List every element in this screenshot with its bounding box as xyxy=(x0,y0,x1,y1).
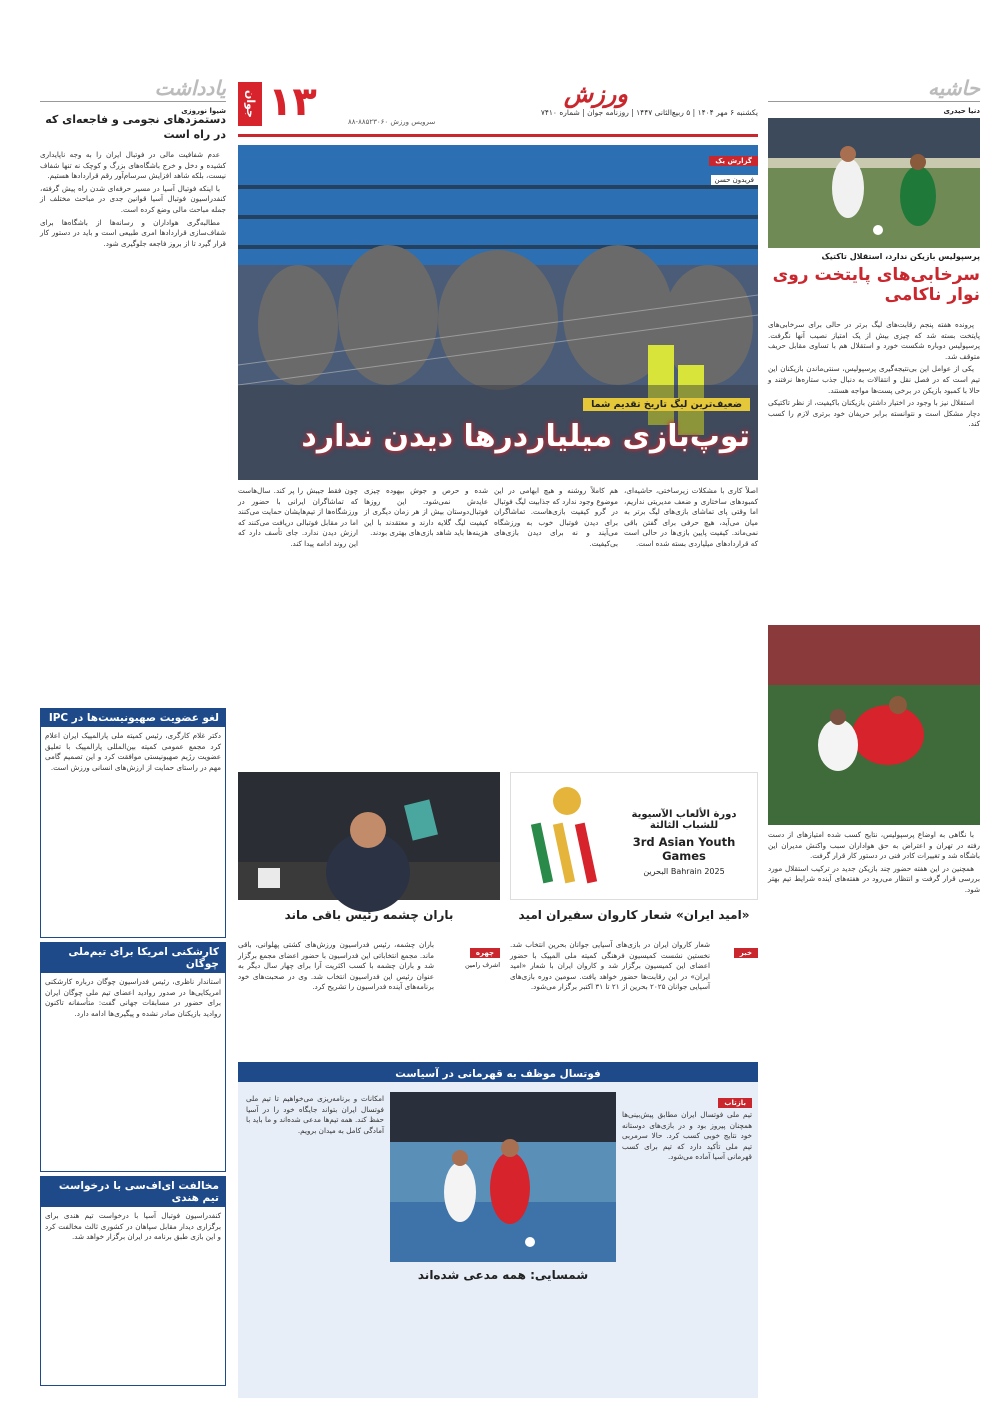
lead-headline: توپ‌بازی میلیاردرها دیدن ندارد xyxy=(301,419,750,454)
youth-body: شعار کاروان ایران در بازی‌های آسیایی جوانان بحرین انتخاب شد. نخستین نشست کمیسیون فرهنگی کمیته ملی المپیک با حضور اعضای این کمیسیون برگزار شد و کاروان ایران با شعار «امید ایران» در این رقابت‌ها حضور خواهد یافت. سومین دوره بازی‌های آسیایی جوانان ۲۰۲۵ بحرین از ۲۱ تا ۳۱ اکتبر برگزار می‌شود. xyxy=(510,940,710,992)
right-body-lower xyxy=(768,830,980,1390)
lead-column-2: هم کاملاً روشنه و هیچ ابهامی در این موضوع وجود ندارد که جذابیت لیگ فوتبال در گرو کیفیت بازی‌هاست. تماشاگران برای دیدن فوتبال خوب به ورزشگاه می‌آیند و نه برای دیدن بازی‌های بی‌کیفیت. xyxy=(494,486,618,548)
lead-reporter: فریدون حسن xyxy=(711,175,758,185)
futsal-body-left: امکانات و برنامه‌ریزی می‌خواهیم تا تیم ملی فوتسال ایران بتواند جایگاه خود را در آسیا حفظ کند. همه تیم‌ها مدعی شده‌اند و ما باید با آمادگی کامل به میدان برویم. xyxy=(246,1094,384,1135)
futsal-body-right: تیم ملی فوتسال ایران مطابق پیش‌بینی‌ها همچنان پیروز بود و در بازی‌های دوستانه خود نتایج خوبی کسب کرد. حالا سرمربی تیم ملی تأکید دارد که تیم برای کسب قهرمانی آسیا آماده می‌شود. xyxy=(622,1110,752,1162)
asian-youth-games-ad xyxy=(510,772,758,900)
lead-label: گزارش یک xyxy=(709,156,758,166)
lead-kicker-block xyxy=(430,392,750,408)
youth-headline: «امید ایران» شعار کاروان سفیران امید xyxy=(518,908,750,922)
right-body-paragraph: یکی از عوامل این بی‌نتیجه‌گیری پرسپولیس، سنتی‌ماندن بازیکنان این تیم است که در فصل نقل و انتقالات به دنبال جذب ستاره‌ها نرفتند و حالا با کمبود بازیکن در برخی پست‌ها مواجه هستند. xyxy=(768,364,980,395)
right-headline: سرخابی‌های پایتخت روی نوار ناکامی xyxy=(772,265,980,305)
futsal-headline-block xyxy=(390,1268,616,1290)
masthead xyxy=(238,76,758,132)
left-body-paragraph: با اینکه فوتبال آسیا در مسیر حرفه‌ای شدن راه‌ پیش گرفته، کنفدراسیون فوتبال آسیا قوانین جدی در مباحث مختلف از جمله مباحث مالی وضع کرده است. xyxy=(40,183,226,214)
futsal-banner-text: فوتسال موظف به قهرمانی در آسیاست xyxy=(395,1068,601,1080)
left-headline-block xyxy=(40,112,226,146)
right-body-paragraph: با نگاهی به اوضاع پرسپولیس، نتایج کسب شده امتیازهای از دست رفته در تهران و اعتراض به حق هواداران سبب واکنش مدیران این باشگاه شد و تغییرات کادر فنی در دستور کار قرار گرفت. xyxy=(768,830,980,861)
page-number: ۱۳ xyxy=(268,79,317,125)
right-body-paragraph: استقلال نیز با وجود در اختیار داشتن بازیکنان باکیفیت، از نظر تاکتیکی دچار مشکل است و نتوانسته برابر حریفان خود برتری لازم را کسب کند. xyxy=(768,398,980,429)
baran-headline: باران چشمه رئیس باقی ماند xyxy=(284,908,454,922)
right-column-header-word: حاشیه xyxy=(928,76,980,100)
left-column-author: شیوا نوروزی xyxy=(181,107,226,115)
lead-label-block xyxy=(668,148,758,184)
ad-subtitle: Bahrain 2025 البحرين xyxy=(643,867,725,876)
baran-reporter: اشرف رامین xyxy=(465,961,500,969)
ad-english-title: 3rd Asian Youth Games xyxy=(632,835,736,863)
ipc-box xyxy=(40,708,226,938)
left-body xyxy=(40,150,226,710)
futsal-banner xyxy=(238,1062,758,1082)
right-headline-block xyxy=(768,252,980,312)
paper-logo: جوان xyxy=(238,82,262,126)
left-body-paragraph: عدم شفافیت مالی در فوتبال ایران را به وجه ناپایداری کشیده و دخل و خرج باشگاه‌های بزرگ و کوچک نه تنها شفاف نیست، بلکه شاهد افزایش سرسام‌آور رقم قراردادها هستیم. xyxy=(40,150,226,181)
lead-column-1: اصلاً کاری با مشکلات زیرساختی، حاشیه‌ای، کمبودهای ساختاری و ضعف مدیریتی نداریم، اما وقتی پای تماشای بازی‌های لیگ برتر به میان می‌آید، هیچ حرفی برای گفتن باقی نمی‌ماند. کیفیت پایین بازی‌ها در حالی است که قراردادهای میلیاردی بسته شده است. xyxy=(624,486,758,548)
futsal-label: بازتاب xyxy=(718,1098,752,1108)
youth-label-block xyxy=(716,940,758,957)
right-kicker: پرسپولیس بازیکن ندارد، استقلال تاکتیک xyxy=(821,252,980,261)
baran-headline-block xyxy=(238,908,500,932)
baran-photo xyxy=(238,772,500,900)
baran-body: باران چشمه، رئیس فدراسیون ورزش‌های کشتی پهلوانی، باقی ماند. مجمع انتخاباتی این فدراسیون با حضور اعضای مجمع برگزار شد و باران چشمه با کسب اکثریت آرا برای چهار سال دیگر به عنوان رئیس این فدراسیون انتخاب شد. وی در صحبت‌های خود برنامه‌های آینده فدراسیون را تشریح کرد. xyxy=(238,940,434,992)
ad-arabic-title: دورة الألعاب الآسيوية للشباب الثالثة xyxy=(631,809,737,831)
persepolis-match-photo xyxy=(768,118,980,248)
afc-box-body: کنفدراسیون فوتبال آسیا با درخواست تیم هندی برای برگزاری دیدار مقابل سپاهان در کشوری ثالث مخالفت کرد و این بازی طبق برنامه در ایران برگزار خواهد شد. xyxy=(45,1211,221,1242)
lead-kicker: ضعیف‌ترین لیگ تاریخ تقدیم شما xyxy=(583,398,750,411)
header-rule xyxy=(238,134,758,137)
futsal-headline: شمسایی: همه مدعی شده‌اند xyxy=(417,1268,589,1282)
futsal-photo xyxy=(390,1092,616,1262)
youth-headline-block xyxy=(510,908,758,932)
right-column-author: دنیا حیدری xyxy=(943,107,980,115)
polo-box-title: کارشکنی امریکا برای تیم‌ملی چوگان xyxy=(41,943,225,973)
asian-youth-games-logo-icon xyxy=(517,779,617,897)
futsal-label-block xyxy=(700,1090,752,1107)
lead-column-3: شده و حرص و جوش بیهوده چیزی عایدش نمی‌شود. این روزها فوتبال‌دوستان بیش از هر زمان دیگری از کیفیت لیگ گلایه دارند و معتقدند با این هزینه‌ها باید شاهد بازی‌های بهتری بودند. xyxy=(364,486,488,538)
date-line: یکشنبه ۶ مهر ۱۴۰۴ | ۵ ربیع‌الثانی ۱۴۴۷ | روزنامه جوان | شماره ۷۴۱۰ xyxy=(540,108,758,117)
afc-box xyxy=(40,1176,226,1386)
right-column-header xyxy=(768,76,980,115)
left-headline: دستمزدهای نجومی و فاجعه‌ای که در راه است xyxy=(45,113,226,141)
polo-box-body: استاندار ناظری، رئیس فدراسیون چوگان درباره کارشکنی امریکایی‌ها در صدور روادید اعضای تیم ملی چوگان ایران برای حضور در مسابقات جهانی گفت: متأسفانه تاکنون روادید بازیکنان صادر نشده و پیگیری‌ها ادامه دارد. xyxy=(45,977,221,1018)
section-title: ورزش xyxy=(563,80,628,108)
lead-headline-block xyxy=(250,415,750,465)
ipc-box-body: دکتر غلام کارگری، رئیس کمیته ملی پارالمپیک ایران اعلام کرد مجمع عمومی کمیته بین‌المللی پارالمپیک با تعلیق عضویت رژیم صهیونیستی موافقت کرد و این تصمیم گامی مهم در راستای حمایت از ارزش‌های انسانی ورزش است. xyxy=(45,731,221,772)
baran-label-block xyxy=(440,940,500,970)
left-column-header-word: یادداشت xyxy=(154,76,226,100)
left-column-header xyxy=(40,76,226,115)
left-body-paragraph: مطالبه‌گری هواداران و رسانه‌ها از باشگاه‌ها برای شفاف‌سازی قراردادها امری طبیعی است و باید در دستور کار قرار گیرد تا از بروز فاجعه جلوگیری شود. xyxy=(40,217,226,248)
afc-box-title: مخالفت ای‌اف‌سی با درخواست تیم هندی xyxy=(41,1177,225,1207)
ipc-box-title: لغو عضویت صهیونیست‌ها در IPC xyxy=(41,709,225,727)
lead-column-4: چون فقط جیبش را پر کند. سال‌هاست که تماشاگران ایرانی با حضور در ورزشگاه‌ها از تیم‌هایشان حمایت می‌کنند اما در مقابل فوتبالی دریافت می‌کنند که ارزش دیدن ندارد. جای تأسف دارد که این روند ادامه پیدا کند. xyxy=(238,486,358,548)
polo-box xyxy=(40,942,226,1172)
persepolis-action-photo xyxy=(768,625,980,825)
youth-label: خبر xyxy=(734,948,758,958)
page-number-block xyxy=(238,76,338,132)
contact-line: سرویس ورزش ۸۸۵۲۳۰۶۰-۸۸ xyxy=(348,118,436,126)
right-body-paragraph: همچنین در این هفته حضور چند بازیکن جدید در ترکیب استقلال مورد بررسی قرار گرفت و انتظار می‌رود در هفته‌های آینده شرایط تیم بهتر شود. xyxy=(768,863,980,894)
baran-label: چهره xyxy=(470,948,500,958)
right-body-paragraph: پرونده هفته پنجم رقابت‌های لیگ برتر در حالی برای سرخابی‌های پایتخت بسته شد که چیزی بیش از یک امتیاز نصیب آنها نگرفت. پرسپولیس دوباره شکست خورد و استقلال هم با تساوی مقابل حریف متوقف شد. xyxy=(768,320,980,361)
right-body xyxy=(768,320,980,620)
